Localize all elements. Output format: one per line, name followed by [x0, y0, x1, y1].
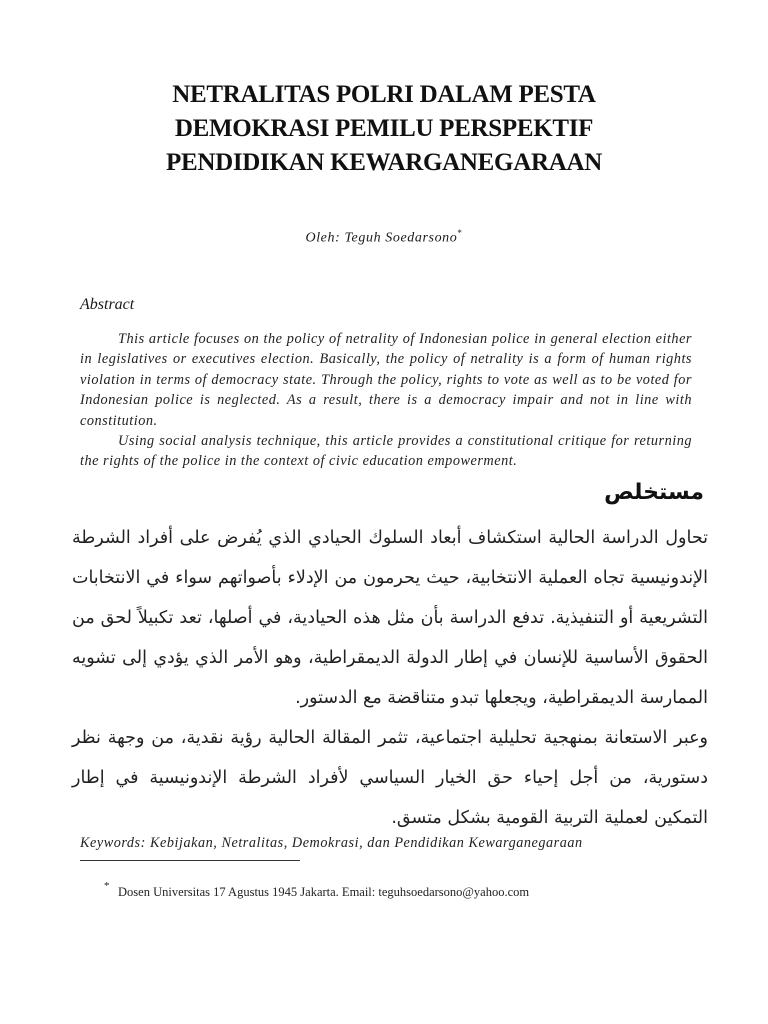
footnote-divider [80, 860, 300, 861]
title-line-3: PENDIDIKAN KEWARGANEGARAAN [166, 149, 602, 176]
author-line [0, 228, 768, 247]
abstract-heading: Abstract [80, 296, 135, 313]
footnote-text: Dosen Universitas 17 Agustus 1945 Jakarta. Email: teguhsoedarsono@yahoo.com [118, 885, 530, 899]
abstract-paragraph-2: Using social analysis technique, this article provides a constitutional critique for returning the rights of the police in the context of civic education empowerment. [80, 433, 692, 470]
footnote [104, 880, 530, 900]
keywords-line: Keywords: Kebijakan, Netralitas, Demokrasi, dan Pendidikan Kewarganegaraan [80, 835, 583, 851]
arabic-abstract-body [72, 518, 708, 838]
paper-title [60, 78, 708, 180]
abstract-body [80, 329, 692, 472]
footnote-marker: * [104, 880, 110, 892]
abstract-paragraph-1: This article focuses on the policy of netrality of Indonesian police in general election either in legislatives or executives election. Basically, the policy of netrality is a form of human rights violation in terms of democracy state. Through the policy, rights to vote as well as to be voted for Indonesian police is neglected. As a result, there is a democracy impair and not in line with constitution. [80, 331, 692, 429]
arabic-paragraph-1: تحاول الدراسة الحالية استكشاف أبعاد السلوك الحيادي الذي يُفرض على أفراد الشرطة الإندونيسية تجاه العملية الانتخابية، حيث يحرمون من الإدلاء بأصواتهم سواء في الانتخابات التشريعية أو التنفيذية. تدفع الدراسة بأن مثل هذه الحيادية، في أصلها، تعد تكبيلاً لحق من الحقوق الأساسية للإنسان في إطار الدولة الديمقراطية، وهو الأمر الذي يؤدي إلى تشويه الممارسة الديمقراطية، ويجعلها تبدو متناقضة مع الدستور. [72, 528, 708, 708]
title-line-1: NETRALITAS POLRI DALAM PESTA [172, 81, 596, 108]
title-line-2: DEMOKRASI PEMILU PERSPEKTIF [174, 115, 594, 142]
author-name: Oleh: Teguh Soedarsono [305, 230, 458, 246]
arabic-paragraph-2: وعبر الاستعانة بمنهجية تحليلية اجتماعية، تثمر المقالة الحالية رؤية نقدية، من وجهة نظر دستورية، من أجل إحياء حق الخيار السياسي لأفراد الشرطة الإندونيسية في إطار التمكين لعملية التربية القومية بشكل متسق. [72, 728, 708, 828]
author-footnote-marker: * [457, 228, 463, 238]
arabic-abstract-heading: مستخلص [604, 480, 704, 505]
